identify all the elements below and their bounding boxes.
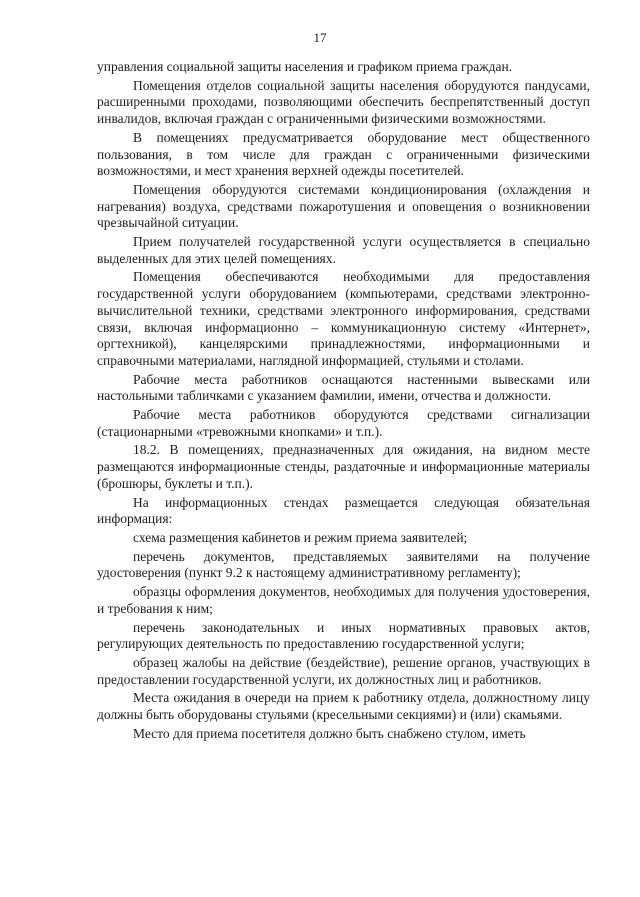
paragraph-2: Помещения отделов социальной защиты населения оборудуются пандусами, расширенными проходами, позволяющими обеспечить беспрепятственный доступ инвалидов, включая граждан с ограниченными физическими возможностями. (97, 77, 590, 127)
paragraph-8: Рабочие места работников оборудуются средствами сигнализации (стационарными «тревожными кнопками» и т.п.). (97, 407, 590, 439)
paragraph-9: 18.2. В помещениях, предназначенных для ожидания, на видном месте размещаются информационные стенды, раздаточные и информационные материалы (брошюры, буклеты и т.п.). (97, 442, 590, 491)
paragraph-5: Прием получателей государственной услуги осуществляется в специально выделенных для этих целей помещениях. (97, 234, 590, 266)
paragraph-3: В помещениях предусматривается оборудование мест общественного пользования, в том числе для граждан с ограниченными физическими возможностями, и мест хранения верхней одежды посетителей. (97, 129, 590, 179)
paragraph-7: Рабочие места работников оснащаются настенными вывесками или настольными табличками с указанием фамилии, имени, отчества и должности. (97, 371, 590, 404)
paragraph-6: Помещения обеспечиваются необходимыми для предоставления государственной услуги оборудованием (компьютерами, средствами электронно-вычислительной техники, средствами электронного информирования, средствами связи, включая информационно – коммуникационную систему «Интернет», оргтехникой), канцелярскими принадлежностями, информационными и справочными материалами, наглядной информацией, стульями и столами. (97, 269, 590, 368)
page-number: 17 (313, 30, 327, 45)
document-body (97, 59, 590, 744)
list-item-5: образец жалобы на действие (бездействие), решение органов, участвующих в предоставлении государственной услуги, их должностных лиц и работников. (97, 654, 590, 687)
paragraph-4: Помещения оборудуются системами кондиционирования (охлаждения и нагревания) воздуха, средствами пожаротушения и оповещения о возникновении чрезвычайной ситуации. (97, 181, 590, 231)
list-item-1: схема размещения кабинетов и режим приема заявителей; (133, 529, 468, 545)
paragraph-16: Места ожидания в очереди на прием к работнику отдела, должностному лицу должны быть оборудованы стульями (кресельными секциями) и (или) скамьями. (97, 690, 590, 723)
list-item-3: образцы оформления документов, необходимых для получения удостоверения, и требования к ним; (97, 584, 590, 616)
paragraph-10: На информационных стендах размещается следующая обязательная информация: (97, 494, 590, 527)
list-item-4: перечень законодательных и иных нормативных правовых актов, регулирующих деятельность по предоставлению государственной услуги; (97, 619, 590, 652)
paragraph-1: управления социальной защиты населения и графиком приема граждан. (97, 59, 513, 74)
list-item-2: перечень документов, представляемых заявителями на получение удостоверения (пункт 9.2 к настоящему административному регламенту); (97, 548, 590, 581)
paragraph-17: Место для приема посетителя должно быть снабжено стулом, иметь (133, 725, 526, 741)
